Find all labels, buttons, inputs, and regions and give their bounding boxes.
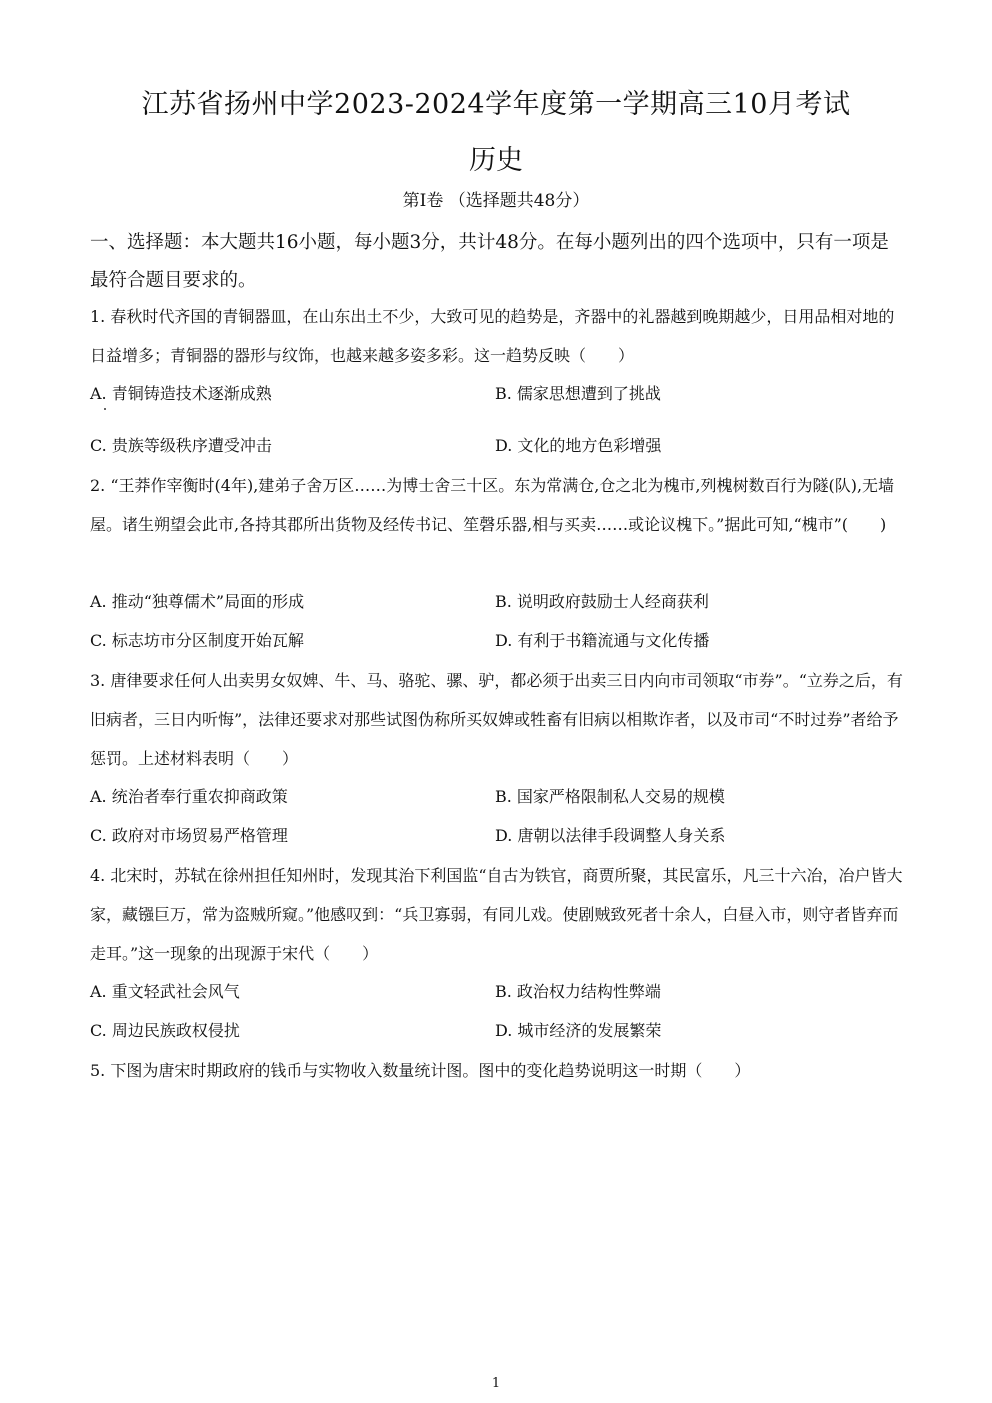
question-2-option-b: B. 说明政府鼓励士人经商获利 [495, 592, 709, 611]
question-1-stem: 1. 春秋时代齐国的青铜器皿，在山东出土不少，大致可见的趋势是，齐器中的礼器越到晚期越少，日用品相对地的日益增多；青铜器的器形与纹饰，也越来越多姿多彩。这一趋势反映（ ） [90, 307, 895, 365]
question-4-stem: 4. 北宋时，苏轼在徐州担任知州时，发现其治下利国监“自古为铁官，商贾所聚，其民富乐，凡三十六冶，冶户皆大家，藏镪巨万，常为盗贼所窥。”他感叹到：“兵卫寡弱，有同儿戏。使剧贼致死者十余人，白昼入市，则守者皆弃而走耳。”这一现象的出现源于宋代（ ） [90, 866, 903, 963]
question-2-stem: 2. “王莽作宰衡时(4年),建弟子舍万区……为博士舍三十区。东为常满仓,仓之北为槐市,列槐树数百行为隧(队),无墙屋。诸生朔望会此市,各持其郡所出货物及经传书记、笙磬乐器,相与买卖……或论议槐下。”据此可知,“槐市”( ) [90, 476, 895, 534]
speck-mark [104, 408, 106, 410]
question-3-option-c: C. 政府对市场贸易严格管理 [90, 826, 288, 845]
subject-title: 历史 [469, 145, 523, 176]
question-3-option-a: A. 统治者奉行重农抑商政策 [90, 787, 288, 806]
question-3-stem: 3. 唐律要求任何人出卖男女奴婢、牛、马、骆驼、骡、驴，都必须于出卖三日内向市司领取“市券”。“立券之后，有旧病者，三日内听悔”，法律还要求对那些试图伪称所买奴婢或牲畜有旧病以相欺诈者，以及市司“不时过券”者给予惩罚。上述材料表明（ ） [90, 671, 903, 768]
instructions: 一、选择题：本大题共16小题，每小题3分，共计48分。在每小题列出的四个选项中，只有一项是最符合题目要求的。 [90, 232, 889, 291]
question-1-option-a: A. 青铜铸造技术逐渐成熟 [90, 384, 272, 403]
question-1-option-d: D. 文化的地方色彩增强 [495, 436, 662, 455]
question-2-option-a: A. 推动“独尊儒术”局面的形成 [90, 592, 305, 611]
question-4-option-a: A. 重文轻武社会风气 [90, 982, 240, 1001]
question-4-option-b: B. 政治权力结构性弊端 [495, 982, 661, 1001]
exam-title: 江苏省扬州中学2023-2024学年度第一学期高三10月考试 [141, 89, 851, 120]
section-heading: 第Ⅰ卷 （选择题共48分） [402, 191, 590, 211]
question-4-option-d: D. 城市经济的发展繁荣 [495, 1021, 662, 1040]
question-1-option-b: B. 儒家思想遭到了挑战 [495, 384, 661, 403]
question-1-option-c: C. 贵族等级秩序遭受冲击 [90, 436, 272, 455]
question-3-option-d: D. 唐朝以法律手段调整人身关系 [495, 826, 726, 845]
question-5-stem: 5. 下图为唐宋时期政府的钱币与实物收入数量统计图。图中的变化趋势说明这一时期（ ） [90, 1061, 751, 1080]
question-2-option-d: D. 有利于书籍流通与文化传播 [495, 631, 710, 650]
page-number: 1 [491, 1376, 501, 1391]
question-3-option-b: B. 国家严格限制私人交易的规模 [495, 787, 725, 806]
question-2-option-c: C. 标志坊市分区制度开始瓦解 [90, 631, 304, 650]
question-4-option-c: C. 周边民族政权侵扰 [90, 1021, 240, 1040]
